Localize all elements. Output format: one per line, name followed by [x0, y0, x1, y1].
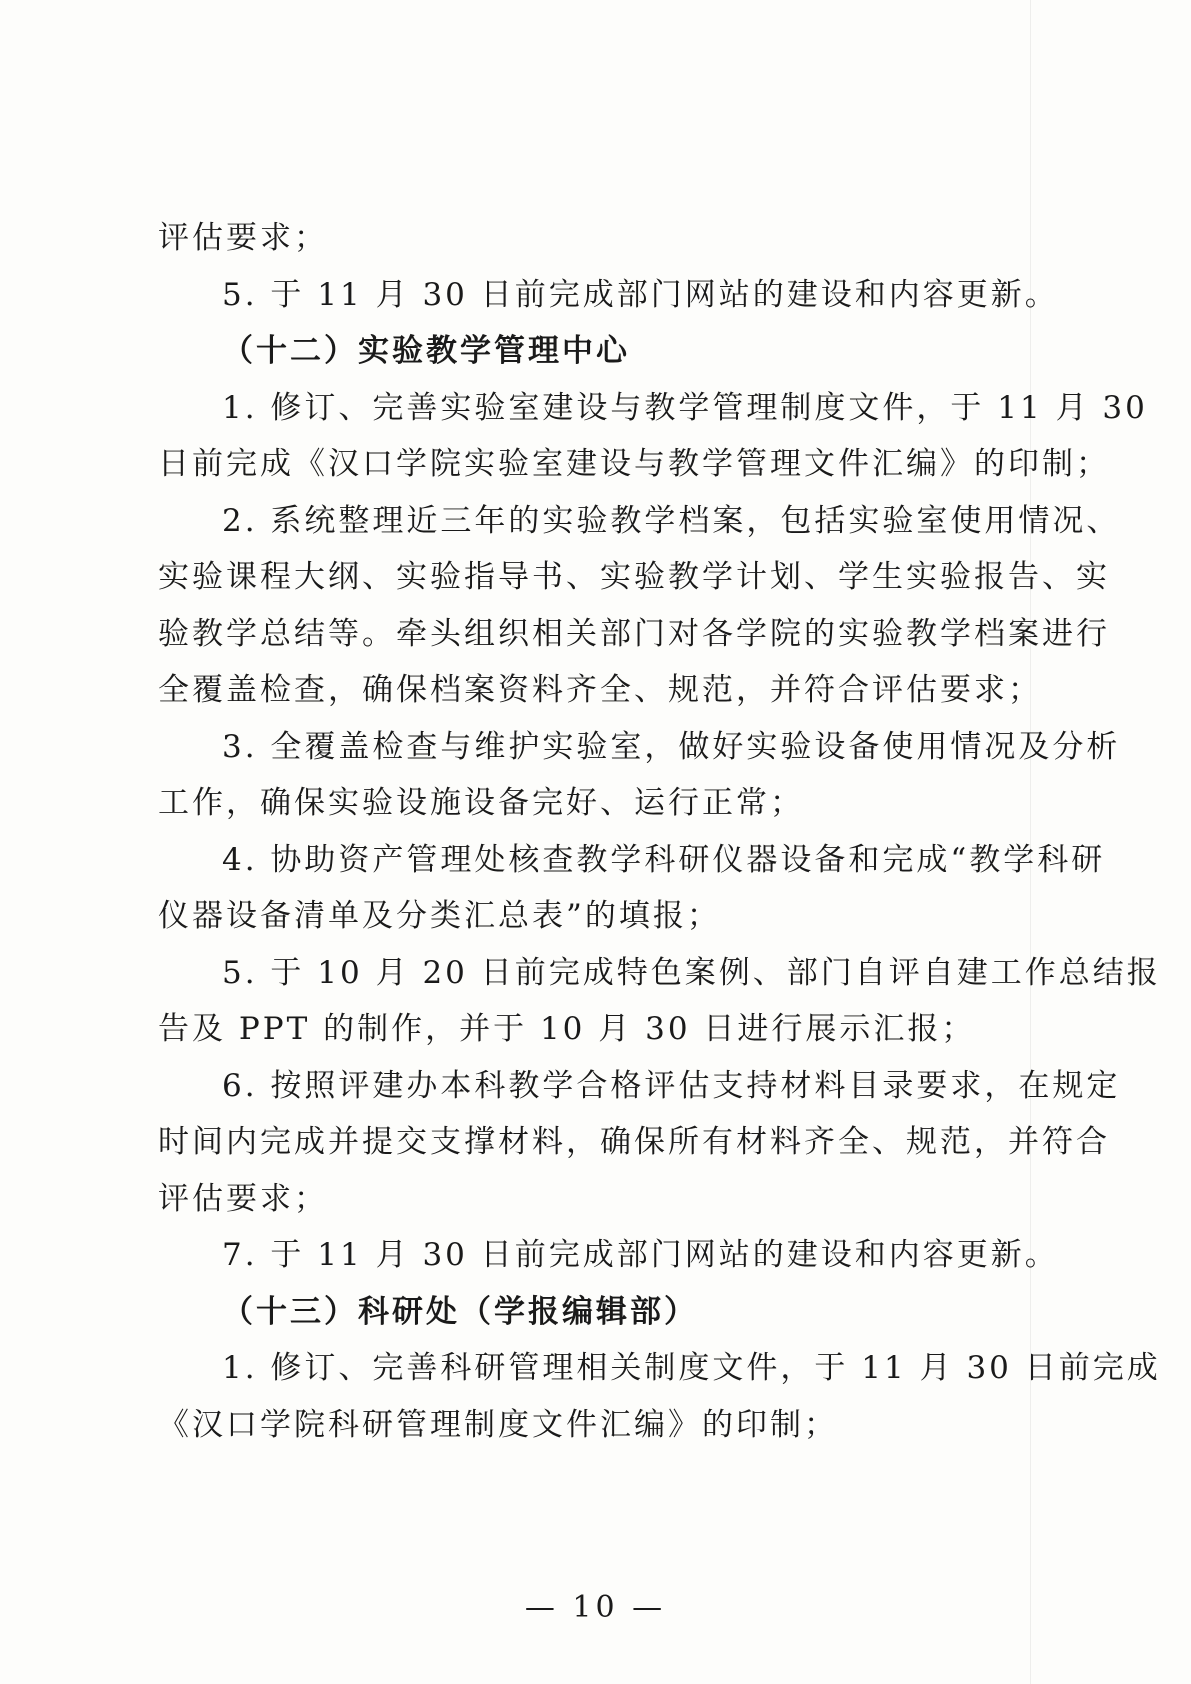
text-line: 6. 按照评建办本科教学合格评估支持材料目录要求，在规定: [222, 1067, 1121, 1104]
text-line: 《汉口学院科研管理制度文件汇编》的印制；: [158, 1406, 838, 1443]
text-line: 验教学总结等。牵头组织相关部门对各学院的实验教学档案进行: [158, 615, 1110, 652]
page-number: — 10 —: [524, 1590, 667, 1625]
text-line: 仪器设备清单及分类汇总表”的填报；: [158, 898, 721, 934]
section-heading: （十三）科研处（学报编辑部）: [222, 1293, 698, 1330]
text-line: 工作，确保实验设施设备完好、运行正常；: [158, 785, 804, 821]
text-line: 3. 全覆盖检查与维护实验室，做好实验设备使用情况及分析: [222, 728, 1121, 765]
text-line: 2. 系统整理近三年的实验教学档案，包括实验室使用情况、: [222, 502, 1121, 539]
text-line: 1. 修订、完善科研管理相关制度文件，于 11 月 30 日前完成: [222, 1350, 1161, 1386]
text-line: 1. 修订、完善实验室建设与教学管理制度文件，于 11 月 30: [222, 389, 1148, 426]
section-heading: （十二）实验教学管理中心: [222, 333, 630, 369]
text-line: 评估要求；: [158, 1180, 328, 1217]
document-body: [158, 210, 1161, 1453]
text-line: 时间内完成并提交支撑材料，确保所有材料齐全、规范，并符合: [158, 1124, 1110, 1160]
text-line: 5. 于 11 月 30 日前完成部门网站的建设和内容更新。: [222, 276, 1059, 313]
text-line: 4. 协助资产管理处核查教学科研仪器设备和完成“教学科研: [222, 841, 1106, 878]
text-line: 评估要求；: [158, 220, 328, 256]
text-line: 5. 于 10 月 20 日前完成特色案例、部门自评自建工作总结报: [222, 954, 1161, 991]
text-line: 日前完成《汉口学院实验室建设与教学管理文件汇编》的印制；: [158, 446, 1110, 482]
text-line: 告及 PPT 的制作，并于 10 月 30 日进行展示汇报；: [158, 1011, 976, 1047]
text-line: 7. 于 11 月 30 日前完成部门网站的建设和内容更新。: [222, 1237, 1059, 1273]
text-line: 实验课程大纲、实验指导书、实验教学计划、学生实验报告、实: [158, 559, 1110, 595]
text-line: 全覆盖检查，确保档案资料齐全、规范，并符合评估要求；: [158, 672, 1042, 708]
